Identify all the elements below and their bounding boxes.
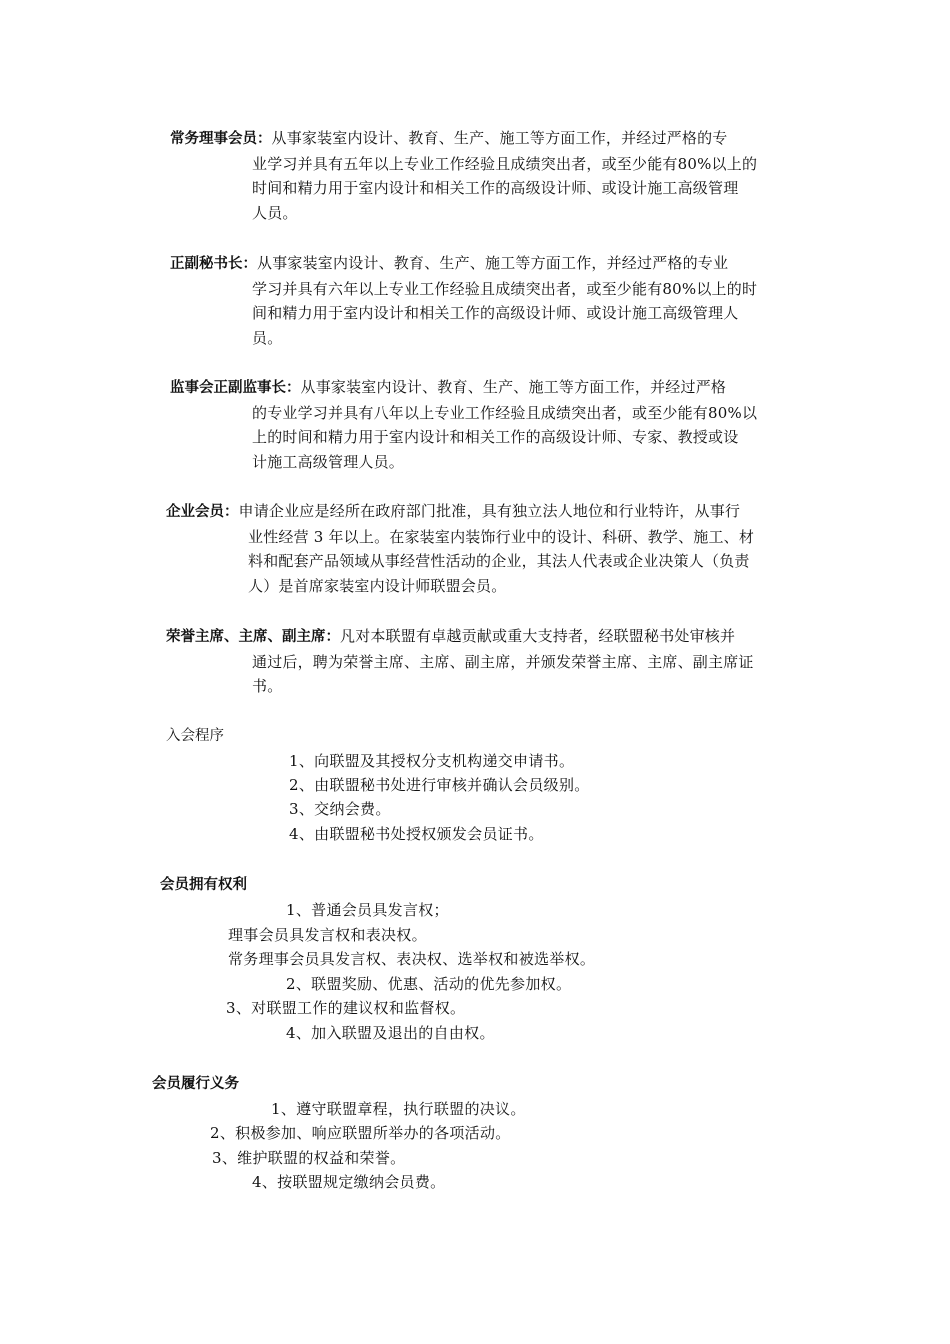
member-type-line-2: 业性经营 3 年以上。在家装室内装饰行业中的设计、科研、教学、施工、材 bbox=[248, 527, 755, 546]
member-type-executive-director bbox=[170, 126, 757, 225]
member-type-line-4: 人）是首席家装室内设计师联盟会员。 bbox=[248, 576, 507, 595]
member-type-label: 荣誉主席、主席、副主席 bbox=[166, 629, 326, 645]
rights-item-1b: 常务理事会员具发言权、表决权、选举权和被选举权。 bbox=[228, 950, 596, 968]
member-type-text: 从事家装室内设计、教育、生产、施工等方面工作，并经过严格 bbox=[300, 378, 727, 396]
member-type-honorary-chair bbox=[166, 624, 754, 699]
member-type-line-3: 书。 bbox=[252, 677, 283, 695]
rights-item-1: 1、普通会员具发言权； bbox=[286, 901, 449, 919]
admission-item-4: 4、由联盟秘书处授权颁发会员证书。 bbox=[289, 825, 544, 843]
member-type-line-1 bbox=[166, 624, 754, 650]
member-type-line-1 bbox=[170, 126, 757, 152]
rights-item-2: 2、联盟奖励、优惠、活动的优先参加权。 bbox=[286, 975, 572, 993]
member-type-supervisory-board bbox=[170, 375, 757, 474]
member-type-line-4: 员。 bbox=[252, 328, 283, 347]
rights-item-1a: 理事会员具发言权和表决权。 bbox=[228, 926, 427, 944]
member-type-text: 从事家装室内设计、教育、生产、施工等方面工作，并经过严格的专业 bbox=[257, 254, 729, 272]
member-type-line-1 bbox=[166, 499, 754, 525]
obligations-item-3: 3、维护联盟的权益和荣誉。 bbox=[212, 1149, 406, 1167]
member-type-line-3: 时间和精力用于室内设计和相关工作的高级设计师、或设计施工高级管理 bbox=[252, 179, 739, 197]
label-separator: ： bbox=[257, 131, 272, 147]
obligations-item-2: 2、积极参加、响应联盟所举办的各项活动。 bbox=[210, 1124, 511, 1142]
member-type-secretary-general bbox=[170, 251, 757, 350]
member-type-text: 申请企业应是经所在政府部门批准，具有独立法人地位和行业特许，从事行 bbox=[238, 502, 741, 520]
rights-item-4: 4、加入联盟及退出的自由权。 bbox=[286, 1024, 495, 1042]
member-type-line-3: 上的时间和精力用于室内设计和相关工作的高级设计师、专家、教授或设 bbox=[252, 428, 739, 446]
member-type-text: 凡对本联盟有卓越贡献或重大支持者，经联盟秘书处审核并 bbox=[340, 627, 736, 645]
member-type-label: 企业会员 bbox=[166, 504, 224, 520]
obligations-heading: 会员履行义务 bbox=[152, 1076, 239, 1092]
member-type-line-1 bbox=[170, 251, 757, 277]
member-type-line-2: 学习并具有六年以上专业工作经验且成绩突出者，或至少能有80%以上的时 bbox=[252, 279, 758, 298]
obligations-item-4: 4、按联盟规定缴纳会员费。 bbox=[252, 1173, 446, 1191]
member-type-enterprise bbox=[166, 499, 754, 598]
rights-heading: 会员拥有权利 bbox=[160, 877, 247, 893]
admission-heading: 入会程序 bbox=[166, 728, 224, 744]
member-type-line-2: 通过后，聘为荣誉主席、主席、副主席，并颁发荣誉主席、主席、副主席证 bbox=[252, 652, 754, 671]
rights-item-3: 3、对联盟工作的建议权和监督权。 bbox=[226, 999, 466, 1017]
member-type-line-1 bbox=[170, 375, 757, 401]
label-separator: ： bbox=[242, 256, 257, 272]
member-type-text: 从事家装室内设计、教育、生产、施工等方面工作，并经过严格的专 bbox=[271, 129, 728, 147]
member-type-line-3: 间和精力用于室内设计和相关工作的高级设计师、或设计施工高级管理人 bbox=[252, 304, 739, 322]
member-type-label: 正副秘书长 bbox=[170, 256, 243, 272]
member-type-label: 监事会正副监事长 bbox=[170, 380, 286, 396]
label-separator: ： bbox=[224, 504, 239, 520]
label-separator: ： bbox=[286, 380, 301, 396]
member-type-line-3: 料和配套产品领域从事经营性活动的企业，其法人代表或企业决策人（负责 bbox=[248, 552, 750, 570]
member-type-label: 常务理事会员 bbox=[170, 131, 257, 147]
admission-item-1: 1、向联盟及其授权分支机构递交申请书。 bbox=[289, 752, 575, 770]
member-type-line-2: 业学习并具有五年以上专业工作经验且成绩突出者，或至少能有80%以上的 bbox=[252, 154, 758, 173]
member-type-line-4: 计施工高级管理人员。 bbox=[252, 452, 405, 471]
label-separator: ： bbox=[325, 629, 340, 645]
admission-item-3: 3、交纳会费。 bbox=[289, 800, 391, 818]
member-type-line-2: 的专业学习并具有八年以上专业工作经验且成绩突出者，或至少能有80%以 bbox=[252, 403, 758, 422]
member-type-line-4: 人员。 bbox=[252, 203, 298, 222]
admission-item-2: 2、由联盟秘书处进行审核并确认会员级别。 bbox=[289, 776, 590, 794]
obligations-item-1: 1、遵守联盟章程，执行联盟的决议。 bbox=[271, 1100, 526, 1118]
